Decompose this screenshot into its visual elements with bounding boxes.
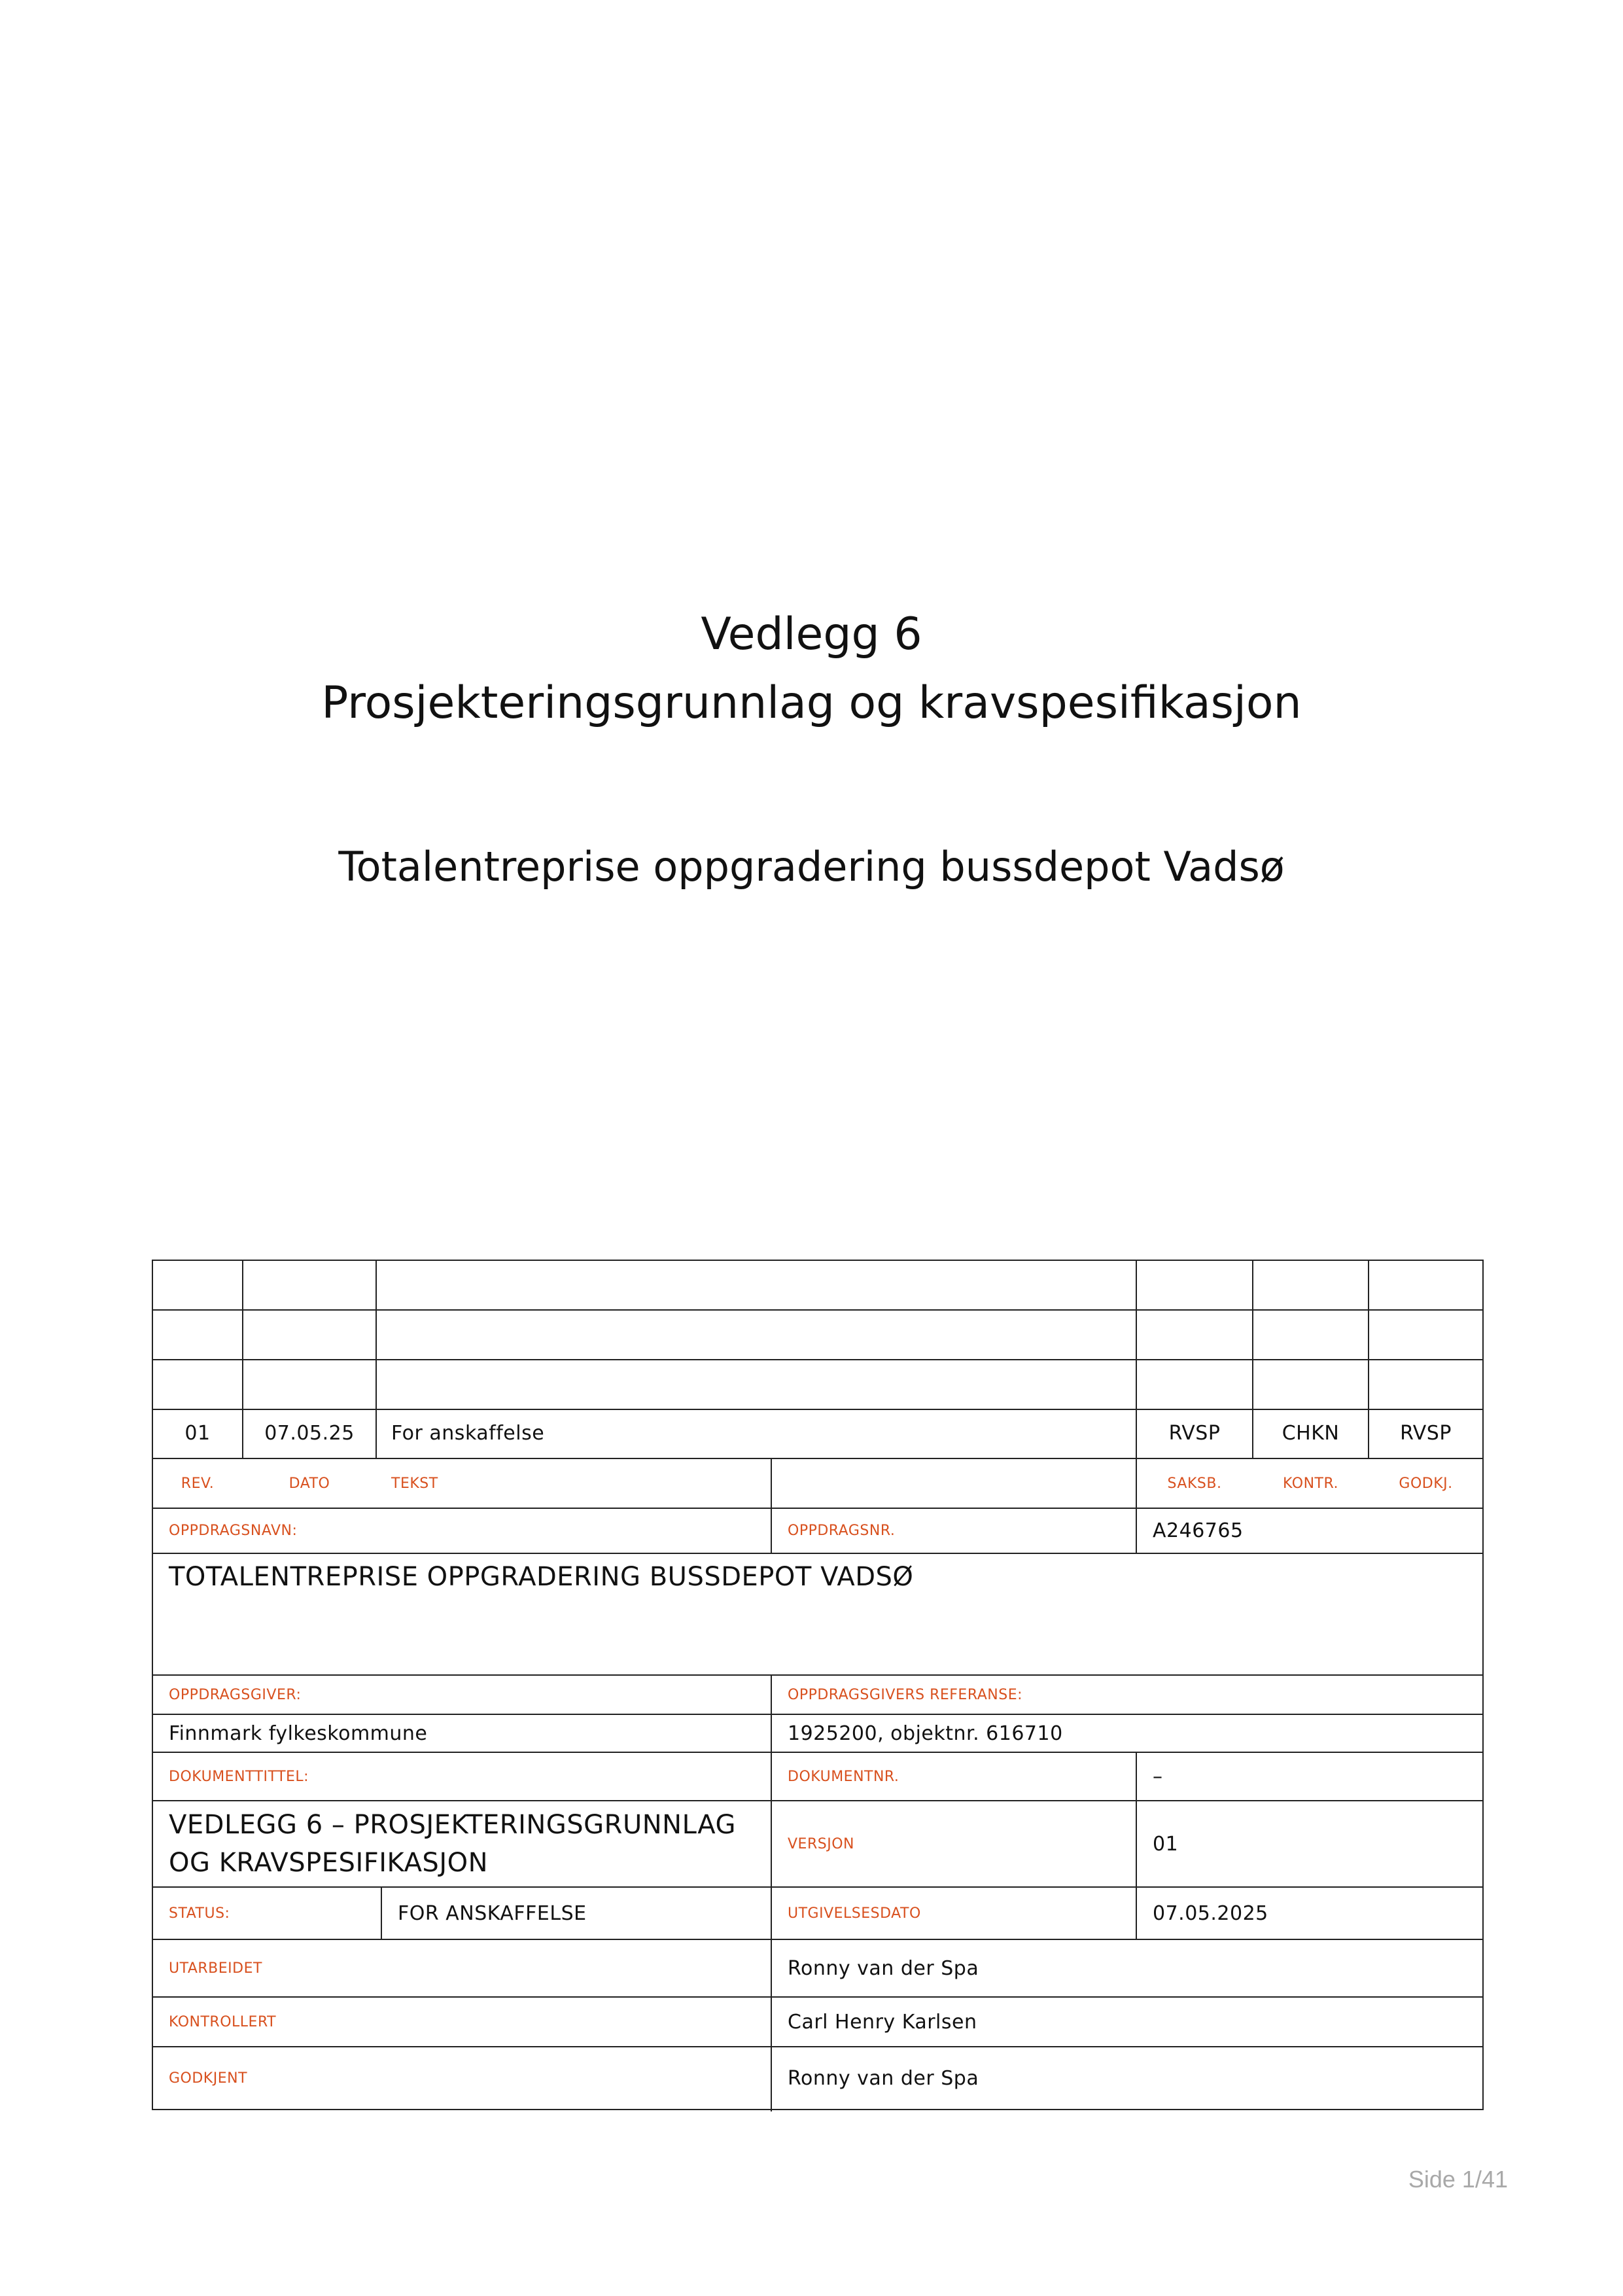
saksb-cell: RVSP xyxy=(1168,1422,1221,1445)
versjon-value: 01 xyxy=(1153,1832,1179,1856)
kontrollert-value: Carl Henry Karlsen xyxy=(788,2010,977,2034)
oppdragsnr-value: A246765 xyxy=(1153,1519,1244,1542)
dokumentnr-label: DOKUMENTNR. xyxy=(788,1768,899,1785)
dato-cell: 07.05.25 xyxy=(264,1422,355,1445)
document-title-line1: Vedlegg 6 xyxy=(701,609,922,660)
saksb-header: SAKSB. xyxy=(1167,1475,1222,1492)
utgivelsesdato-value: 07.05.2025 xyxy=(1153,1901,1268,1925)
dato-header: DATO xyxy=(288,1475,330,1492)
godkjent-value: Ronny van der Spa xyxy=(788,2066,979,2090)
document-title-line2: Prosjekteringsgrunnlag og kravspesifikasjon xyxy=(321,677,1302,729)
oppdragsgivers-referanse-label: OPPDRAGSGIVERS REFERANSE: xyxy=(788,1686,1023,1703)
versjon-label: VERSJON xyxy=(788,1835,854,1852)
oppdragsgiver-value: Finnmark fylkeskommune xyxy=(169,1722,428,1745)
kontr-header: KONTR. xyxy=(1283,1475,1338,1492)
oppdragsnr-label: OPPDRAGSNR. xyxy=(788,1523,896,1539)
dokumenttittel-label: DOKUMENTTITTEL: xyxy=(169,1768,309,1785)
oppdragsnavn-label: OPPDRAGSNAVN: xyxy=(169,1523,298,1539)
rev-cell: 01 xyxy=(184,1422,211,1445)
status-value: FOR ANSKAFFELSE xyxy=(398,1901,587,1925)
godkjent-label: GODKJENT xyxy=(169,2070,248,2087)
godkj-header: GODKJ. xyxy=(1399,1475,1453,1492)
status-label: STATUS: xyxy=(169,1905,230,1922)
rev-header: REV. xyxy=(181,1475,215,1492)
tekst-header: TEKST xyxy=(391,1475,438,1492)
utgivelsesdato-label: UTGIVELSESDATO xyxy=(788,1905,921,1922)
utarbeidet-label: UTARBEIDET xyxy=(169,1960,262,1977)
dokumentnr-value: – xyxy=(1153,1765,1163,1788)
kontr-cell: CHKN xyxy=(1282,1422,1340,1445)
kontrollert-label: KONTROLLERT xyxy=(169,2013,277,2030)
oppdragsgivers-referanse-value: 1925200, objektnr. 616710 xyxy=(788,1722,1063,1745)
cover-sheet-table xyxy=(152,1260,1484,2110)
tekst-cell: For anskaffelse xyxy=(391,1422,545,1445)
oppdragsnavn-value: TOTALENTREPRISE OPPGRADERING BUSSDEPOT VADSØ xyxy=(169,1562,914,1592)
utarbeidet-value: Ronny van der Spa xyxy=(788,1956,979,1980)
page-number: Side 1/41 xyxy=(1408,2166,1508,2193)
document-subtitle: Totalentreprise oppgradering bussdepot Vadsø xyxy=(338,843,1285,891)
dokumenttittel-value: VEDLEGG 6 – PROSJEKTERINGSGRUNNLAG OG KRAVSPESIFIKASJON xyxy=(169,1810,736,1878)
oppdragsgiver-label: OPPDRAGSGIVER: xyxy=(169,1686,302,1703)
godkj-cell: RVSP xyxy=(1400,1422,1452,1445)
